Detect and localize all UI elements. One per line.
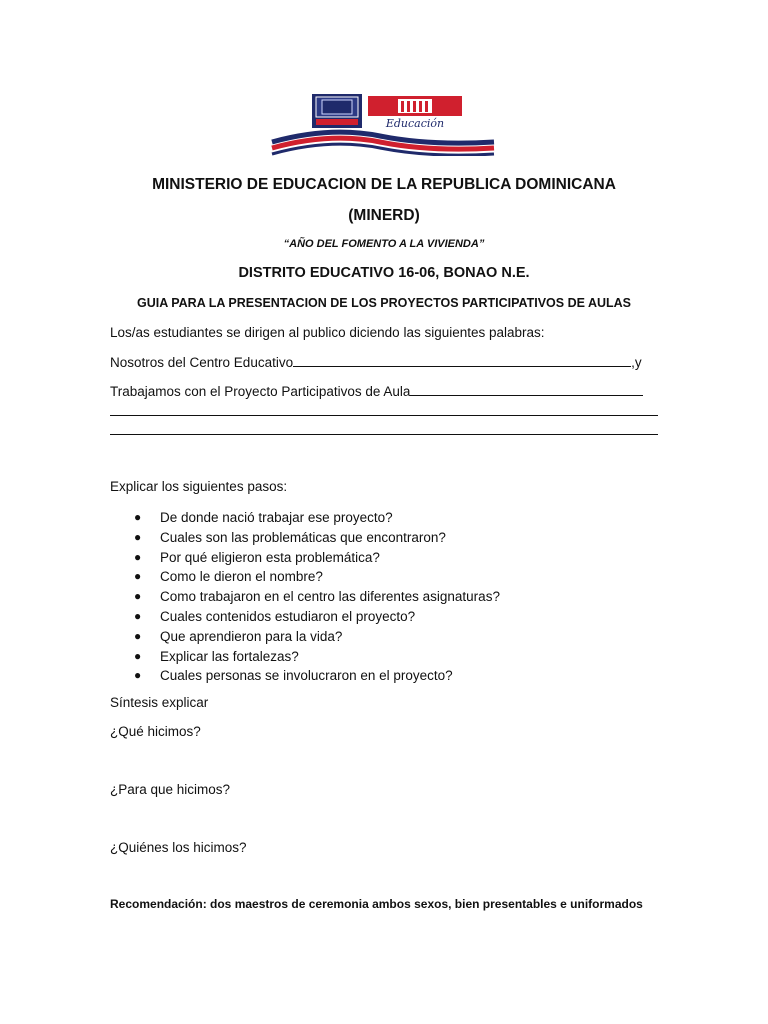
bullet-icon: ● (134, 628, 142, 643)
list-item: ● De donde nació trabajar ese proyecto? (110, 508, 500, 528)
bullet-icon: ● (134, 569, 142, 584)
list-item: ● Cuales son las problemáticas que encontraron? (110, 528, 500, 548)
logo-script-text: Educación (385, 117, 445, 130)
ministry-acronym: (MINERD) (348, 207, 420, 224)
bullet-icon: ● (134, 668, 142, 683)
school-name-line (110, 354, 642, 370)
blank-line-2 (110, 434, 658, 435)
list-item: ● Explicar las fortalezas? (110, 647, 500, 667)
school-name-suffix: ,y (631, 355, 642, 370)
blank-line-1 (110, 415, 658, 416)
bullet-icon: ● (134, 529, 142, 544)
synthesis-heading: Síntesis explicar (110, 695, 209, 710)
bullet-icon: ● (134, 608, 142, 623)
year-motto: “AÑO DEL FOMENTO A LA VIVIENDA” (283, 238, 485, 250)
ministry-title: MINISTERIO DE EDUCACION DE LA REPUBLICA DOMINICANA (152, 176, 616, 193)
list-item: ● Como le dieron el nombre? (110, 567, 500, 587)
list-item: ● Cuales personas se involucraron en el proyecto? (110, 666, 500, 686)
bullet-icon: ● (134, 648, 142, 663)
district-title: DISTRITO EDUCATIVO 16-06, BONAO N.E. (238, 265, 530, 281)
school-name-blank (293, 354, 631, 367)
list-item: ● Que aprendieron para la vida? (110, 627, 500, 647)
list-item: ● Cuales contenidos estudiaron el proyecto? (110, 607, 500, 627)
project-name-label: Trabajamos con el Proyecto Participativos de Aula (110, 384, 411, 399)
steps-heading: Explicar los siguientes pasos: (110, 479, 288, 494)
bullet-icon: ● (134, 549, 142, 564)
steps-list (110, 508, 500, 686)
synthesis-question-who: ¿Quiénes los hicimos? (110, 840, 247, 855)
list-item: ● Como trabajaron en el centro las diferentes asignaturas? (110, 587, 500, 607)
guide-title: GUIA PARA LA PRESENTACION DE LOS PROYECTOS PARTICIPATIVOS DE AULAS (136, 296, 632, 310)
synthesis-question-why: ¿Para que hicimos? (110, 782, 231, 797)
bullet-icon: ● (134, 510, 142, 524)
list-item: ● Por qué eligieron esta problemática? (110, 548, 500, 568)
minerd-logo (270, 86, 496, 156)
recommendation-note: Recomendación: dos maestros de ceremonia ambos sexos, bien presentables e uniformados (110, 897, 643, 911)
bullet-icon: ● (134, 589, 142, 604)
school-name-label: Nosotros del Centro Educativo (110, 355, 294, 370)
project-name-blank (410, 383, 643, 396)
intro-line: Los/as estudiantes se dirigen al publico diciendo las siguientes palabras: (110, 325, 545, 340)
project-name-line (110, 383, 643, 399)
synthesis-question-what: ¿Qué hicimos? (110, 724, 201, 739)
